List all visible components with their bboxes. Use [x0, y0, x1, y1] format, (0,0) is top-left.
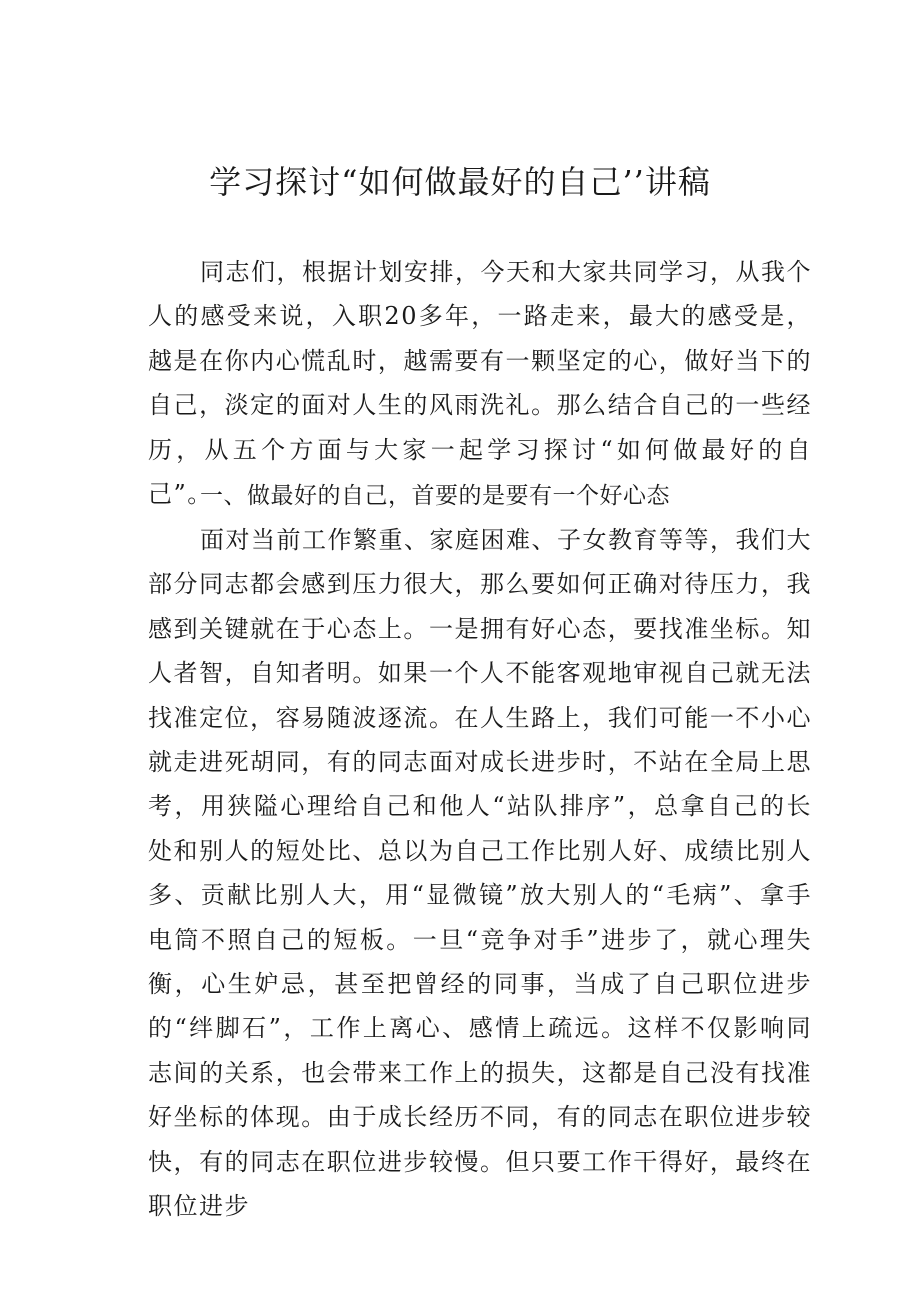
opening-paragraph: 同志们，根据计划安排，今天和大家共同学习，从我个人的感受来说，入职20多年，一路走来，最大的感受是，越是在你内心慌乱时，越需要有一颗坚定的心，做好当下的自己，淡定的面对人生的风雨洗礼。那么结合自己的一些经历，从五个方面与大家一起学习探讨“如何做最好的自己”。	[148, 258, 812, 509]
body-paragraph: 面对当前工作繁重、家庭困难、子女教育等等，我们大部分同志都会感到压力很大，那么要如何正确对待压力，我感到关键就在于心态上。一是拥有好心态，要找准坐标。知人者智，自知者明。如果一个人不能客观地审视自己就无法找准定位，容易随波逐流。在人生路上，我们可能一不小心就走进死胡同，有的同志面对成长进步时，不站在全局上思考，用狭隘心理给自己和他人“站队排序”，总拿自己的长处和别人的短处比、总以为自己工作比别人好、成绩比别人多、贡献比别人大，用“显微镜”放大别人的“毛病”、拿手电筒不照自己的短板。一旦“竞争对手”进步了，就心理失衡，心生妒忌，甚至把曾经的同事，当成了自己职位进步的“绊脚石”，工作上离心、感情上疏远。这样不仅影响同志间的关系，也会带来工作上的损失，这都是自己没有找准好坐标的体现。由于成长经历不同，有的同志在职位进步较快，有的同志在职位进步较慢。但只要工作干得好，最终在职位进步	[148, 526, 812, 1221]
section-heading: 一、做最好的自己，首要的是要有一个好心态	[200, 483, 670, 509]
document-title: 学习探讨“如何做最好的自己’’讲稿	[209, 163, 711, 201]
